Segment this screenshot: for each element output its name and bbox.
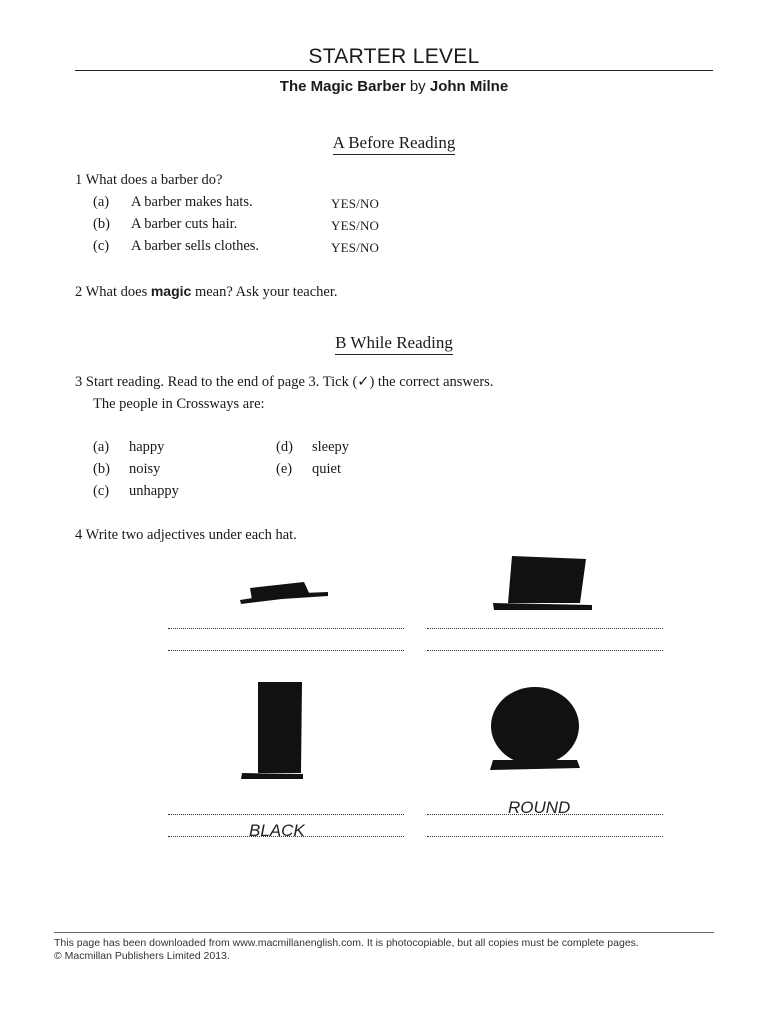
q1-option-b: A barber cuts hair. (131, 216, 238, 232)
footer (54, 937, 639, 963)
q3-letter-b: (b) (93, 461, 110, 477)
question-3-line2: The people in Crossways are: (93, 396, 265, 412)
handwritten-round: ROUND (508, 798, 571, 817)
q3-option-c: unhappy (129, 483, 179, 499)
q3-option-b: noisy (129, 461, 161, 477)
q1-answer-c: YES/NO (331, 240, 380, 255)
q1-letter-c: (c) (93, 238, 110, 254)
q2-suffix: mean? Ask your teacher. (191, 284, 338, 300)
hat-top-icon (492, 553, 594, 613)
hat-tall-icon (241, 680, 305, 780)
answer-line-2a[interactable] (427, 626, 663, 629)
section-b-title: B While Reading (75, 333, 713, 353)
question-2 (75, 283, 337, 301)
book-line (75, 78, 713, 95)
q2-bold-word: magic (150, 283, 192, 299)
hat-low-icon (238, 578, 330, 608)
header-rule (75, 70, 713, 71)
footer-line-1: This page has been downloaded from www.macmillanenglish.com. It is photocopiable, but all copies must be complete pages. (54, 937, 639, 949)
q3-letter-e: (e) (276, 461, 293, 477)
q3-letter-c: (c) (93, 483, 110, 499)
q2-prefix: 2 What does (75, 284, 151, 300)
answer-line-1a[interactable] (168, 626, 404, 629)
q1-letter-a: (a) (93, 194, 110, 210)
question-1: 1 What does a barber do? (75, 172, 223, 188)
level-heading: STARTER LEVEL (308, 45, 480, 68)
q3-letter-d: (d) (276, 439, 293, 455)
answer-line-4b[interactable] (427, 834, 663, 837)
hat-round-icon (488, 686, 582, 772)
q1-option-c: A barber sells clothes. (131, 238, 260, 254)
answer-line-1b[interactable] (168, 648, 404, 651)
answer-line-2b[interactable] (427, 648, 663, 651)
q1-letter-b: (b) (93, 216, 110, 232)
question-4: 4 Write two adjectives under each hat. (75, 527, 297, 543)
q1-answer-a: YES/NO (331, 196, 380, 211)
book-author: John Milne (429, 78, 509, 95)
q3-option-e: quiet (312, 461, 341, 477)
q1-option-a: A barber makes hats. (131, 194, 253, 210)
q3-option-a: happy (129, 439, 165, 455)
section-a-title: A Before Reading (75, 133, 713, 153)
answer-line-3a[interactable] (168, 812, 404, 815)
book-title: The Magic Barber (279, 78, 406, 95)
footer-rule (54, 932, 714, 933)
q1-answer-b: YES/NO (331, 218, 380, 233)
question-3: 3 Start reading. Read to the end of page 3. Tick (✓) the correct answers. (75, 374, 494, 390)
handwritten-black: BLACK (249, 821, 305, 840)
footer-line-2: © Macmillan Publishers Limited 2013. (54, 950, 230, 962)
by-text: by (409, 78, 426, 95)
q3-option-d: sleepy (312, 439, 350, 455)
q3-letter-a: (a) (93, 439, 110, 455)
